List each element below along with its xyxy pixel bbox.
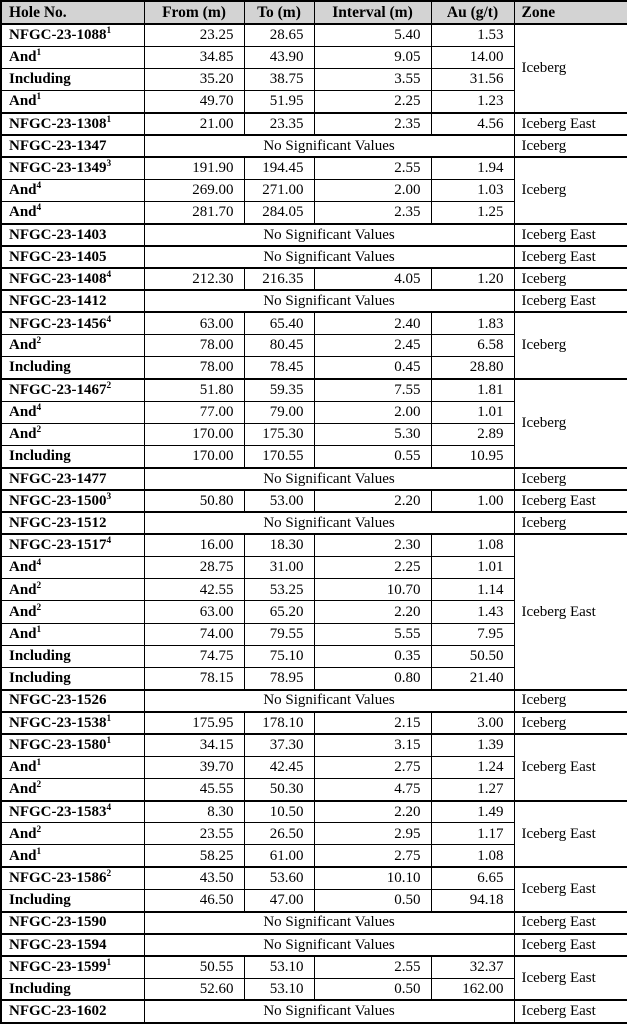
au-cell: 1.24 [431, 756, 514, 778]
au-cell: 3.00 [431, 712, 514, 734]
hole-cell: NFGC-23-1408$^4$ [1, 268, 144, 290]
au-cell: 1.14 [431, 579, 514, 601]
hole-cell: Including [1, 978, 144, 1000]
no-significant-values-cell: No Significant Values [144, 1000, 514, 1023]
au-cell: 21.40 [431, 667, 514, 689]
zone-cell: Iceberg East [514, 113, 627, 135]
interval-cell: 3.15 [314, 734, 431, 756]
hole-cell: NFGC-23-1347 [1, 135, 144, 157]
from-cell: 78.15 [144, 667, 244, 689]
from-cell: 50.80 [144, 490, 244, 512]
hole-cell: And$^4$ [1, 401, 144, 423]
hole-cell: And$^4$ [1, 557, 144, 579]
no-significant-values-cell: No Significant Values [144, 224, 514, 246]
to-cell: 178.10 [244, 712, 314, 734]
interval-cell: 4.75 [314, 778, 431, 800]
from-cell: 78.00 [144, 335, 244, 357]
interval-cell: 2.75 [314, 845, 431, 867]
to-cell: 79.00 [244, 401, 314, 423]
to-cell: 31.00 [244, 557, 314, 579]
no-significant-values-cell: No Significant Values [144, 290, 514, 312]
col-header-from: From (m) [144, 1, 244, 24]
from-cell: 191.90 [144, 157, 244, 179]
from-cell: 39.70 [144, 756, 244, 778]
hole-cell: NFGC-23-1349$^3$ [1, 157, 144, 179]
footnote-superscript: 2 [36, 336, 42, 347]
col-header-au: Au (g/t) [431, 1, 514, 24]
no-significant-values-cell: No Significant Values [144, 912, 514, 934]
zone-cell: Iceberg East [514, 224, 627, 246]
no-significant-values-cell: No Significant Values [144, 934, 514, 956]
interval-cell: 2.25 [314, 557, 431, 579]
au-cell: 6.58 [431, 335, 514, 357]
footnote-superscript: 4 [36, 403, 42, 414]
zone-cell: Iceberg [514, 312, 627, 379]
footnote-superscript: 1 [36, 92, 42, 103]
au-cell: 1.43 [431, 601, 514, 623]
to-cell: 170.55 [244, 446, 314, 468]
table-row [1, 246, 627, 268]
zone-cell: Iceberg East [514, 867, 627, 911]
interval-cell: 5.30 [314, 423, 431, 445]
hole-cell: NFGC-23-1583$^4$ [1, 801, 144, 823]
footnote-superscript: 4 [106, 314, 112, 325]
table-row [1, 956, 627, 978]
table-row [1, 379, 627, 401]
to-cell: 194.45 [244, 157, 314, 179]
au-cell: 1.27 [431, 778, 514, 800]
hole-cell: NFGC-23-1517$^4$ [1, 534, 144, 556]
hole-cell: NFGC-23-1405 [1, 246, 144, 268]
au-cell: 1.08 [431, 845, 514, 867]
hole-cell: NFGC-23-1580$^1$ [1, 734, 144, 756]
from-cell: 43.50 [144, 867, 244, 889]
footnote-superscript: 2 [36, 779, 42, 790]
hole-cell: And$^1$ [1, 756, 144, 778]
to-cell: 50.30 [244, 778, 314, 800]
hole-cell: Including [1, 889, 144, 911]
table-row [1, 312, 627, 334]
au-cell: 1.39 [431, 734, 514, 756]
table-row [1, 534, 627, 556]
from-cell: 78.00 [144, 357, 244, 379]
to-cell: 78.95 [244, 667, 314, 689]
au-cell: 1.81 [431, 379, 514, 401]
interval-cell: 5.40 [314, 24, 431, 46]
interval-cell: 5.55 [314, 623, 431, 645]
to-cell: 53.10 [244, 956, 314, 978]
from-cell: 16.00 [144, 534, 244, 556]
zone-cell: Iceberg East [514, 801, 627, 868]
to-cell: 78.45 [244, 357, 314, 379]
au-cell: 1.17 [431, 823, 514, 845]
footnote-superscript: 4 [106, 269, 112, 280]
footnote-superscript: 1 [36, 846, 42, 857]
hole-cell: Including [1, 645, 144, 667]
interval-cell: 0.50 [314, 978, 431, 1000]
zone-cell: Iceberg East [514, 734, 627, 801]
col-header-hole-no: Hole No. [1, 1, 144, 24]
footnote-superscript: 1 [106, 736, 112, 747]
zone-cell: Iceberg East [514, 1000, 627, 1023]
hole-cell: Including [1, 68, 144, 90]
zone-cell: Iceberg East [514, 490, 627, 512]
hole-cell: And$^2$ [1, 601, 144, 623]
col-header-interval: Interval (m) [314, 1, 431, 24]
hole-cell: Including [1, 446, 144, 468]
from-cell: 175.95 [144, 712, 244, 734]
to-cell: 23.35 [244, 113, 314, 135]
interval-cell: 2.20 [314, 601, 431, 623]
hole-cell: NFGC-23-1594 [1, 934, 144, 956]
footnote-superscript: 2 [106, 869, 112, 880]
hole-cell: NFGC-23-1602 [1, 1000, 144, 1023]
no-significant-values-cell: No Significant Values [144, 690, 514, 712]
to-cell: 216.35 [244, 268, 314, 290]
to-cell: 18.30 [244, 534, 314, 556]
hole-cell: And$^1$ [1, 623, 144, 645]
hole-cell: NFGC-23-1412 [1, 290, 144, 312]
au-cell: 32.37 [431, 956, 514, 978]
zone-cell: Iceberg [514, 512, 627, 534]
interval-cell: 10.10 [314, 867, 431, 889]
col-header-to: To (m) [244, 1, 314, 24]
footnote-superscript: 1 [106, 114, 112, 125]
interval-cell: 4.05 [314, 268, 431, 290]
to-cell: 38.75 [244, 68, 314, 90]
table-row [1, 113, 627, 135]
table-row [1, 867, 627, 889]
hole-cell: NFGC-23-1456$^4$ [1, 312, 144, 334]
from-cell: 212.30 [144, 268, 244, 290]
hole-cell: And$^4$ [1, 202, 144, 224]
to-cell: 271.00 [244, 179, 314, 201]
au-cell: 1.01 [431, 557, 514, 579]
footnote-superscript: 4 [36, 181, 42, 192]
au-cell: 6.65 [431, 867, 514, 889]
au-cell: 1.08 [431, 534, 514, 556]
from-cell: 170.00 [144, 446, 244, 468]
interval-cell: 10.70 [314, 579, 431, 601]
from-cell: 34.85 [144, 46, 244, 68]
table-row [1, 934, 627, 956]
au-cell: 1.23 [431, 91, 514, 113]
to-cell: 53.10 [244, 978, 314, 1000]
table-row [1, 24, 627, 46]
footnote-superscript: 2 [106, 381, 112, 392]
from-cell: 34.15 [144, 734, 244, 756]
footnote-superscript: 2 [36, 425, 42, 436]
hole-cell: And$^1$ [1, 91, 144, 113]
to-cell: 26.50 [244, 823, 314, 845]
from-cell: 49.70 [144, 91, 244, 113]
footnote-superscript: 1 [106, 713, 112, 724]
from-cell: 74.75 [144, 645, 244, 667]
au-cell: 1.49 [431, 801, 514, 823]
hole-cell: NFGC-23-1500$^3$ [1, 490, 144, 512]
to-cell: 65.40 [244, 312, 314, 334]
from-cell: 63.00 [144, 312, 244, 334]
hole-cell: And$^4$ [1, 179, 144, 201]
table-row [1, 734, 627, 756]
from-cell: 23.55 [144, 823, 244, 845]
hole-cell: NFGC-23-1512 [1, 512, 144, 534]
hole-cell: And$^2$ [1, 423, 144, 445]
zone-cell: Iceberg [514, 690, 627, 712]
hole-cell: NFGC-23-1477 [1, 468, 144, 490]
au-cell: 4.56 [431, 113, 514, 135]
header-row [1, 1, 627, 24]
no-significant-values-cell: No Significant Values [144, 512, 514, 534]
footnote-superscript: 1 [36, 624, 42, 635]
from-cell: 8.30 [144, 801, 244, 823]
interval-cell: 2.20 [314, 801, 431, 823]
footnote-superscript: 2 [36, 602, 42, 613]
table-row [1, 157, 627, 179]
au-cell: 94.18 [431, 889, 514, 911]
table-row [1, 135, 627, 157]
table-row [1, 690, 627, 712]
table-row [1, 1000, 627, 1023]
interval-cell: 2.35 [314, 113, 431, 135]
to-cell: 37.30 [244, 734, 314, 756]
zone-cell: Iceberg [514, 24, 627, 113]
interval-cell: 2.30 [314, 534, 431, 556]
footnote-superscript: 1 [106, 957, 112, 968]
from-cell: 42.55 [144, 579, 244, 601]
interval-cell: 2.45 [314, 335, 431, 357]
hole-cell: NFGC-23-1586$^2$ [1, 867, 144, 889]
to-cell: 61.00 [244, 845, 314, 867]
to-cell: 79.55 [244, 623, 314, 645]
zone-cell: Iceberg East [514, 934, 627, 956]
hole-cell: NFGC-23-1403 [1, 224, 144, 246]
to-cell: 284.05 [244, 202, 314, 224]
interval-cell: 2.15 [314, 712, 431, 734]
from-cell: 23.25 [144, 24, 244, 46]
table-row [1, 801, 627, 823]
au-cell: 1.01 [431, 401, 514, 423]
to-cell: 51.95 [244, 91, 314, 113]
interval-cell: 0.45 [314, 357, 431, 379]
from-cell: 269.00 [144, 179, 244, 201]
hole-cell: And$^1$ [1, 46, 144, 68]
hole-cell: And$^2$ [1, 778, 144, 800]
au-cell: 1.53 [431, 24, 514, 46]
zone-cell: Iceberg [514, 379, 627, 468]
au-cell: 1.94 [431, 157, 514, 179]
interval-cell: 3.55 [314, 68, 431, 90]
zone-cell: Iceberg East [514, 246, 627, 268]
from-cell: 281.70 [144, 202, 244, 224]
zone-cell: Iceberg East [514, 290, 627, 312]
footnote-superscript: 4 [36, 203, 42, 214]
from-cell: 170.00 [144, 423, 244, 445]
interval-cell: 0.55 [314, 446, 431, 468]
interval-cell: 2.35 [314, 202, 431, 224]
interval-cell: 0.80 [314, 667, 431, 689]
footnote-superscript: 2 [36, 824, 42, 835]
au-cell: 162.00 [431, 978, 514, 1000]
interval-cell: 7.55 [314, 379, 431, 401]
footnote-superscript: 4 [36, 558, 42, 569]
interval-cell: 2.95 [314, 823, 431, 845]
footnote-superscript: 4 [106, 802, 112, 813]
hole-cell: NFGC-23-1538$^1$ [1, 712, 144, 734]
table-row [1, 512, 627, 534]
au-cell: 14.00 [431, 46, 514, 68]
hole-cell: Including [1, 667, 144, 689]
table-row [1, 490, 627, 512]
hole-cell: NFGC-23-1088$^1$ [1, 24, 144, 46]
no-significant-values-cell: No Significant Values [144, 246, 514, 268]
from-cell: 28.75 [144, 557, 244, 579]
hole-cell: And$^2$ [1, 335, 144, 357]
footnote-superscript: 1 [36, 48, 42, 59]
footnote-superscript: 3 [106, 159, 112, 170]
to-cell: 43.90 [244, 46, 314, 68]
to-cell: 10.50 [244, 801, 314, 823]
to-cell: 80.45 [244, 335, 314, 357]
au-cell: 1.00 [431, 490, 514, 512]
interval-cell: 2.75 [314, 756, 431, 778]
table-row [1, 268, 627, 290]
zone-cell: Iceberg East [514, 534, 627, 689]
interval-cell: 2.20 [314, 490, 431, 512]
no-significant-values-cell: No Significant Values [144, 135, 514, 157]
footnote-superscript: 2 [36, 580, 42, 591]
interval-cell: 2.00 [314, 179, 431, 201]
to-cell: 47.00 [244, 889, 314, 911]
zone-cell: Iceberg East [514, 956, 627, 1000]
hole-cell: NFGC-23-1599$^1$ [1, 956, 144, 978]
no-significant-values-cell: No Significant Values [144, 468, 514, 490]
au-cell: 1.83 [431, 312, 514, 334]
from-cell: 46.50 [144, 889, 244, 911]
au-cell: 1.03 [431, 179, 514, 201]
from-cell: 74.00 [144, 623, 244, 645]
to-cell: 53.25 [244, 579, 314, 601]
from-cell: 63.00 [144, 601, 244, 623]
to-cell: 53.00 [244, 490, 314, 512]
table-row [1, 290, 627, 312]
from-cell: 58.25 [144, 845, 244, 867]
zone-cell: Iceberg [514, 135, 627, 157]
from-cell: 77.00 [144, 401, 244, 423]
hole-cell: And$^2$ [1, 579, 144, 601]
interval-cell: 2.55 [314, 157, 431, 179]
au-cell: 1.20 [431, 268, 514, 290]
to-cell: 175.30 [244, 423, 314, 445]
au-cell: 10.95 [431, 446, 514, 468]
footnote-superscript: 4 [106, 536, 112, 547]
to-cell: 65.20 [244, 601, 314, 623]
hole-cell: And$^1$ [1, 845, 144, 867]
to-cell: 59.35 [244, 379, 314, 401]
table-row [1, 912, 627, 934]
zone-cell: Iceberg [514, 268, 627, 290]
au-cell: 28.80 [431, 357, 514, 379]
interval-cell: 2.40 [314, 312, 431, 334]
hole-cell: NFGC-23-1590 [1, 912, 144, 934]
table-row [1, 224, 627, 246]
au-cell: 31.56 [431, 68, 514, 90]
to-cell: 28.65 [244, 24, 314, 46]
to-cell: 42.45 [244, 756, 314, 778]
to-cell: 53.60 [244, 867, 314, 889]
interval-cell: 2.00 [314, 401, 431, 423]
hole-cell: NFGC-23-1467$^2$ [1, 379, 144, 401]
to-cell: 75.10 [244, 645, 314, 667]
footnote-superscript: 1 [106, 26, 112, 37]
hole-cell: NFGC-23-1308$^1$ [1, 113, 144, 135]
footnote-superscript: 3 [106, 491, 112, 502]
zone-cell: Iceberg [514, 468, 627, 490]
interval-cell: 2.25 [314, 91, 431, 113]
table-row [1, 468, 627, 490]
zone-cell: Iceberg [514, 157, 627, 224]
from-cell: 21.00 [144, 113, 244, 135]
from-cell: 52.60 [144, 978, 244, 1000]
from-cell: 45.55 [144, 778, 244, 800]
au-cell: 50.50 [431, 645, 514, 667]
interval-cell: 0.50 [314, 889, 431, 911]
col-header-zone: Zone [514, 1, 627, 24]
interval-cell: 0.35 [314, 645, 431, 667]
au-cell: 2.89 [431, 423, 514, 445]
from-cell: 35.20 [144, 68, 244, 90]
interval-cell: 9.05 [314, 46, 431, 68]
table-row [1, 712, 627, 734]
zone-cell: Iceberg [514, 712, 627, 734]
interval-cell: 2.55 [314, 956, 431, 978]
au-cell: 7.95 [431, 623, 514, 645]
footnote-superscript: 1 [36, 758, 42, 769]
zone-cell: Iceberg East [514, 912, 627, 934]
from-cell: 51.80 [144, 379, 244, 401]
hole-cell: Including [1, 357, 144, 379]
from-cell: 50.55 [144, 956, 244, 978]
hole-cell: NFGC-23-1526 [1, 690, 144, 712]
hole-cell: And$^2$ [1, 823, 144, 845]
au-cell: 1.25 [431, 202, 514, 224]
table-body [1, 24, 627, 1023]
